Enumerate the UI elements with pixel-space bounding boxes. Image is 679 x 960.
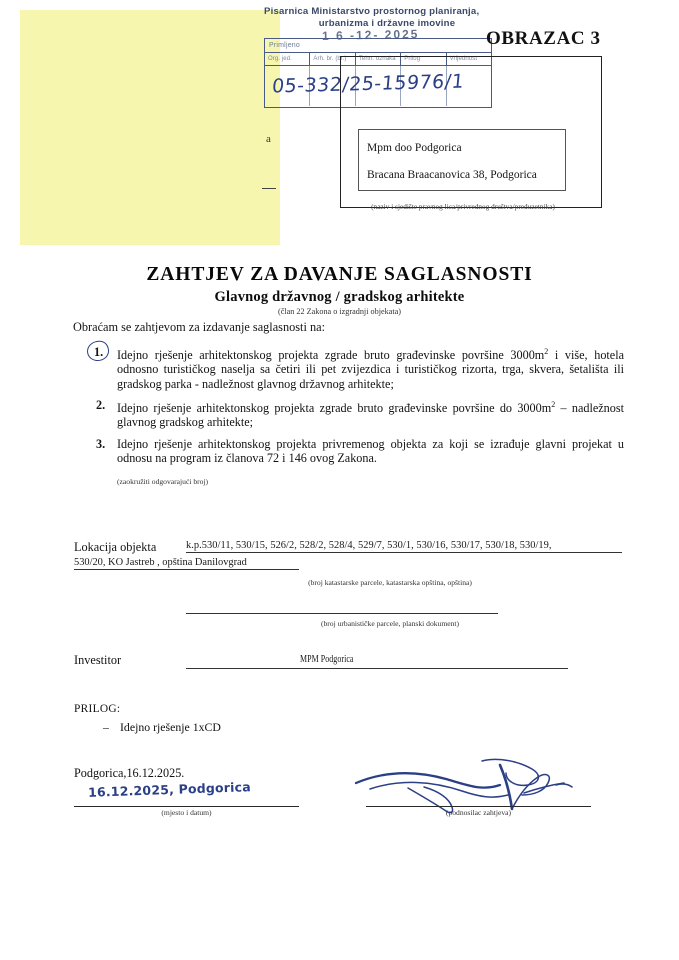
handwritten-place-date: 16.12.2025, Podgorica [87,779,252,800]
investor-label: Investitor [74,653,122,667]
applicant-address: Bracana Braacanovica 38, Podgorica [367,169,537,181]
intro-sentence: Obraćam se zahtjevom za izdavanje saglasnosti na: [73,320,325,334]
clause-item-2[interactable] [92,398,624,430]
circle-number-instruction: (zaokružiti odgovarajući broj) [117,477,209,486]
clause-list [92,345,624,472]
clause-item-3[interactable] [92,437,624,466]
stamp-col-arh-br: Arh. br. (br.) [310,53,355,65]
location-label: Lokacija objekta [74,540,157,554]
stamp-received-label: Primljeno [265,39,491,53]
place-date-underline [74,806,299,807]
location-caption: (broj katastarske parcele, katastarska opština, opština) [308,578,472,587]
applicant-details-box [358,129,566,191]
location-value-line-1: k.p.530/11, 530/15, 526/2, 528/2, 528/4, 529/7, 530/1, 530/16, 530/17, 530/18, 530/19, [186,540,622,553]
clause-number-2: 2. [96,397,106,412]
obscured-rule-fragment [262,188,276,189]
clause-text-3a: Idejno rješenje arhitektonskog projekta privremenog objekta za koji se izrađuje glavni projekat u odnosu na program iz članova 72 i 146 ovog Zakona. [117,436,624,465]
registry-office-line-2: urbanizma i državne imovine [318,18,456,29]
stamp-col-tehn-oznaka: Tehn. oznaka [356,53,401,65]
attachment-item-text: Idejno rješenje 1xCD [120,720,221,734]
stamp-col-org-jed: Org. jed. [265,53,310,65]
location-value-line-2: 530/20, KO Jastreb , opština Danilovgrad [74,557,299,570]
attachment-label: PRILOG: [74,703,121,715]
clause-number-1: 1. [94,345,104,359]
urban-parcel-caption: (broj urbanističke parcele, planski dokument) [320,619,460,628]
signature-underline [366,806,591,807]
obscured-text-fragment: a [266,133,271,145]
urban-parcel-line [186,613,498,614]
applicant-caption: (naziv i sjedište pravnog lica/privrednog društva/preduzetnika) [371,203,555,211]
clause-text-2a: Idejno rješenje arhitektonskog projekta zgrade bruto građevinske površine do 3000m [117,401,552,416]
registry-office-header [264,6,496,30]
clause-number-3: 3. [96,436,106,451]
clause-superscript-1: 2 [544,347,549,356]
investor-value: MPM Podgorica [300,653,354,665]
attachment-item [103,720,221,735]
law-reference: (član 22 Zakona o izgradnji objekata) [278,307,401,316]
form-number-label: OBRAZAC 3 [486,28,601,49]
handwritten-registry-number: 05-332/25-15976/1 [270,70,466,98]
signature-caption: (podnosilac zahtjeva) [445,808,512,817]
stamp-col-vrijednost: Vrijednost [449,56,478,62]
attachment-bullet-dash: – [103,720,109,734]
registry-office-line-1: Pisarnica Ministarstvo prostornog planiranja, [264,6,480,17]
investor-underline [186,668,568,669]
clause-item-1[interactable] [92,345,624,391]
applicant-name: Mpm doo Podgorica [367,142,462,154]
clause-text-1a: Idejno rješenje arhitektonskog projekta zgrade bruto građevinske površine 3000m [117,348,545,363]
page-subtitle: Glavnog državnog / gradskog arhitekte [214,289,465,305]
clause-text-2b: – nadležnost glavnog gradskog arhitekte; [117,401,624,430]
printed-place-date: Podgorica,16.12.2025. [74,766,185,780]
place-date-caption: (mjesto i datum) [161,808,212,817]
page-title: ZAHTJEV ZA DAVANJE SAGLASNOSTI [146,264,533,285]
sticky-note-overlay [20,10,280,245]
clause-text-1b: i više, hotela odnosno turističkog naselja sa četiri ili pet zvijezdica i turističkog rizorta, trga, skvera, šetališta ili gradskog parka - nadležnost glavnog državnog arhitekte; [117,348,625,391]
clause-superscript-2: 2 [551,399,556,409]
received-date-stamp: 1 6 -12- 2025 [321,26,420,44]
stamp-col-prilog: Prilog [401,53,446,65]
